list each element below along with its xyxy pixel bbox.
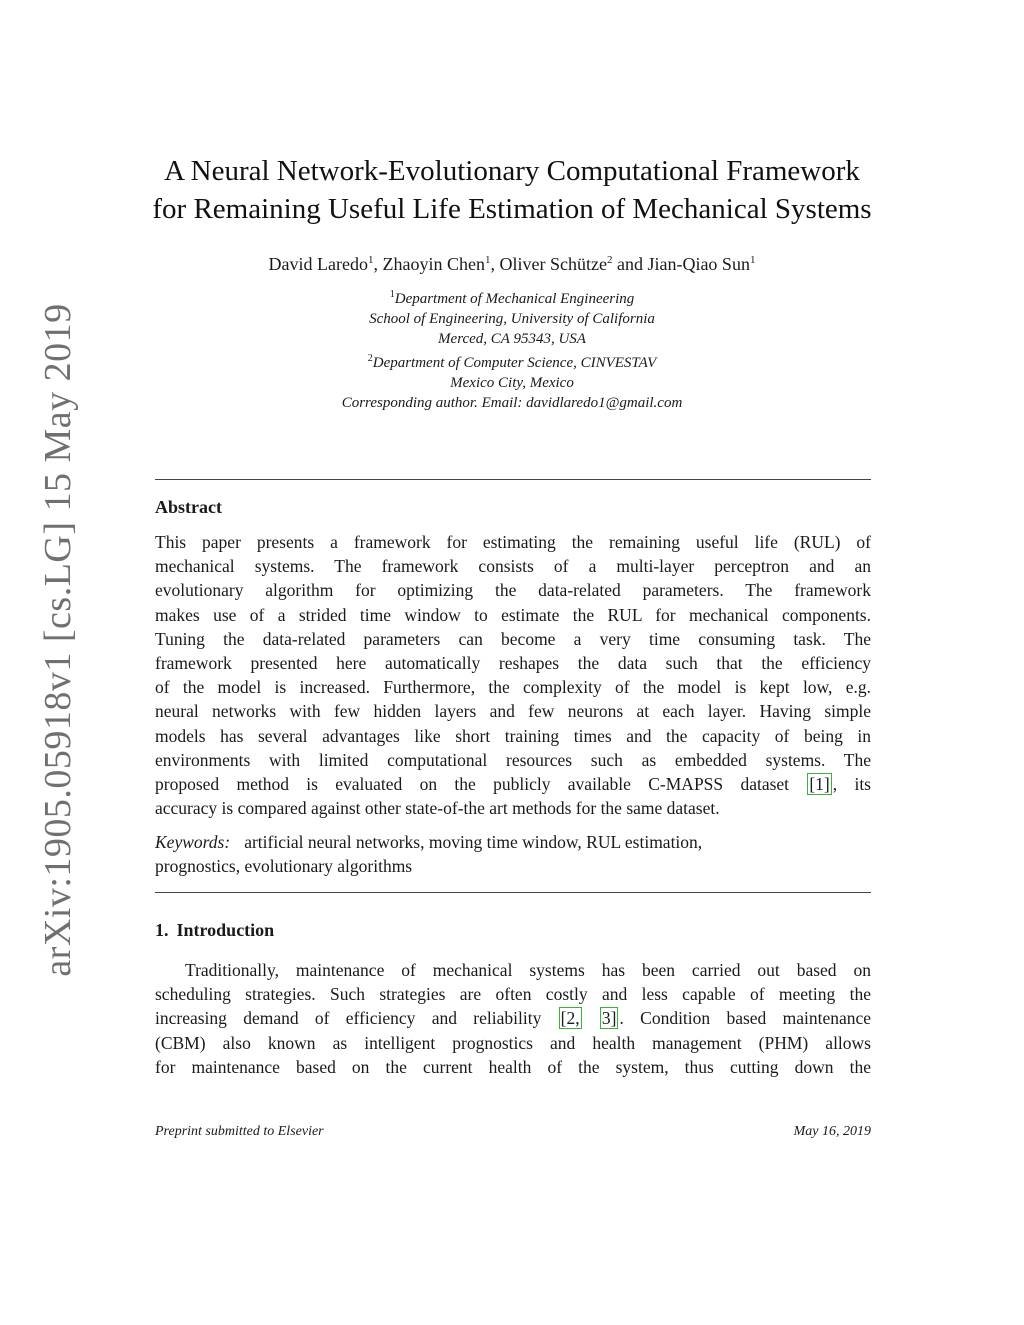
author-separator: and — [612, 254, 648, 274]
author-list — [0, 254, 1024, 275]
section-heading-introduction — [155, 920, 274, 941]
keywords — [155, 830, 871, 878]
abstract-line: environments with limited computational resources such as embedded systems. The — [155, 749, 871, 770]
introduction-body — [155, 958, 871, 1079]
section-title: Introduction — [176, 920, 275, 940]
abstract-line: makes use of a strided time window to estimate the RUL for mechanical components. — [155, 604, 871, 625]
abstract-line: of the model is increased. Furthermore, the complexity of the model is kept low, e.g. — [155, 677, 871, 698]
abstract-line: Tuning the data-related parameters can become a very time consuming task. The — [155, 628, 871, 649]
title-line-2: for Remaining Useful Life Estimation of Mechanical Systems — [152, 193, 872, 225]
body-line: for maintenance based on the current health of the system, thus cutting down the — [155, 1056, 871, 1077]
section-number: 1. — [155, 920, 169, 940]
body-line: scheduling strategies. Such strategies are often costly and less capable of meeting the — [155, 984, 871, 1005]
author-affiliation-mark: 1 — [368, 254, 374, 266]
body-line: (CBM) also known as intelligent prognostics and health management (PHM) allows — [155, 1032, 871, 1053]
affiliation-mark: 2 — [367, 353, 373, 364]
author-affiliation-mark: 1 — [749, 254, 756, 266]
arxiv-identifier: arXiv:1905.05918v1 [cs.LG] 15 May 2019 — [37, 303, 79, 977]
affiliation-line: $^2$Department of Computer Science, CINVESTAV — [367, 353, 657, 371]
author-name: David Laredo — [268, 254, 368, 274]
abstract-line: mechanical systems. The framework consists of a multi-layer perceptron and an — [155, 556, 871, 577]
author-affiliation-mark: 1 — [484, 254, 491, 266]
citation-link[interactable]: 3] — [601, 1008, 617, 1029]
title-line-1: A Neural Network-Evolutionary Computational Framework — [164, 155, 860, 187]
abstract-line: accuracy is compared against other state-of-the art methods for the same dataset. — [155, 798, 720, 819]
author-name: Jian-Qiao Sun — [647, 254, 750, 274]
abstract-line: evolutionary algorithm for optimizing the data-related parameters. The framework — [155, 580, 871, 601]
abstract-line: framework presented here automatically reshapes the data such that the efficiency — [155, 653, 871, 674]
corresponding-author: Corresponding author. Email: davidlaredo1@gmail.com — [341, 395, 683, 411]
affiliation-line: $^1$Department of Mechanical Engineering — [389, 289, 635, 307]
author-affiliation-mark: 2 — [606, 254, 613, 266]
keywords-list: artificial neural networks, moving time window, RUL estimation, — [244, 832, 703, 852]
abstract-top-rule — [155, 479, 871, 480]
affiliation-line: Mexico City, Mexico — [450, 375, 574, 391]
affiliations — [0, 285, 1024, 413]
keywords-label: Keywords: — [155, 832, 231, 852]
paper-title — [0, 152, 1024, 228]
abstract-body — [155, 530, 871, 820]
author-name: Oliver Schütze — [499, 254, 607, 274]
citation-link[interactable]: [2, — [560, 1008, 580, 1029]
author-separator: , — [490, 254, 500, 274]
preprint-note: Preprint submitted to Elsevier — [155, 1124, 324, 1139]
body-line: Traditionally, maintenance of mechanical systems has been carried out based on — [185, 960, 871, 980]
affiliation-mark: 1 — [389, 289, 395, 300]
preprint-date: May 16, 2019 — [793, 1124, 871, 1139]
author-name: Zhaoyin Chen — [382, 254, 485, 274]
citation-link[interactable]: [1] — [809, 774, 830, 795]
abstract-line: proposed method is evaluated on the publicly available C-MAPSS dataset [1] , its — [155, 774, 871, 795]
abstract-line: neural networks with few hidden layers and few neurons at each layer. Having simple — [155, 701, 871, 722]
abstract-line: This paper presents a framework for estimating the remaining useful life (RUL) of — [155, 532, 871, 552]
abstract-bottom-rule — [155, 892, 871, 893]
affiliation-line: School of Engineering, University of California — [369, 311, 655, 327]
body-line: increasing demand of efficiency and reliability [2, 3] . Condition based maintenance — [155, 1008, 872, 1029]
author-separator: , — [373, 254, 383, 274]
affiliation-line: Merced, CA 95343, USA — [438, 331, 586, 347]
abstract-heading: Abstract — [155, 497, 222, 517]
keywords-list-continued: prognostics, evolutionary algorithms — [155, 856, 413, 876]
abstract-line: models has several advantages like short training times and the capacity of being in — [155, 725, 871, 746]
